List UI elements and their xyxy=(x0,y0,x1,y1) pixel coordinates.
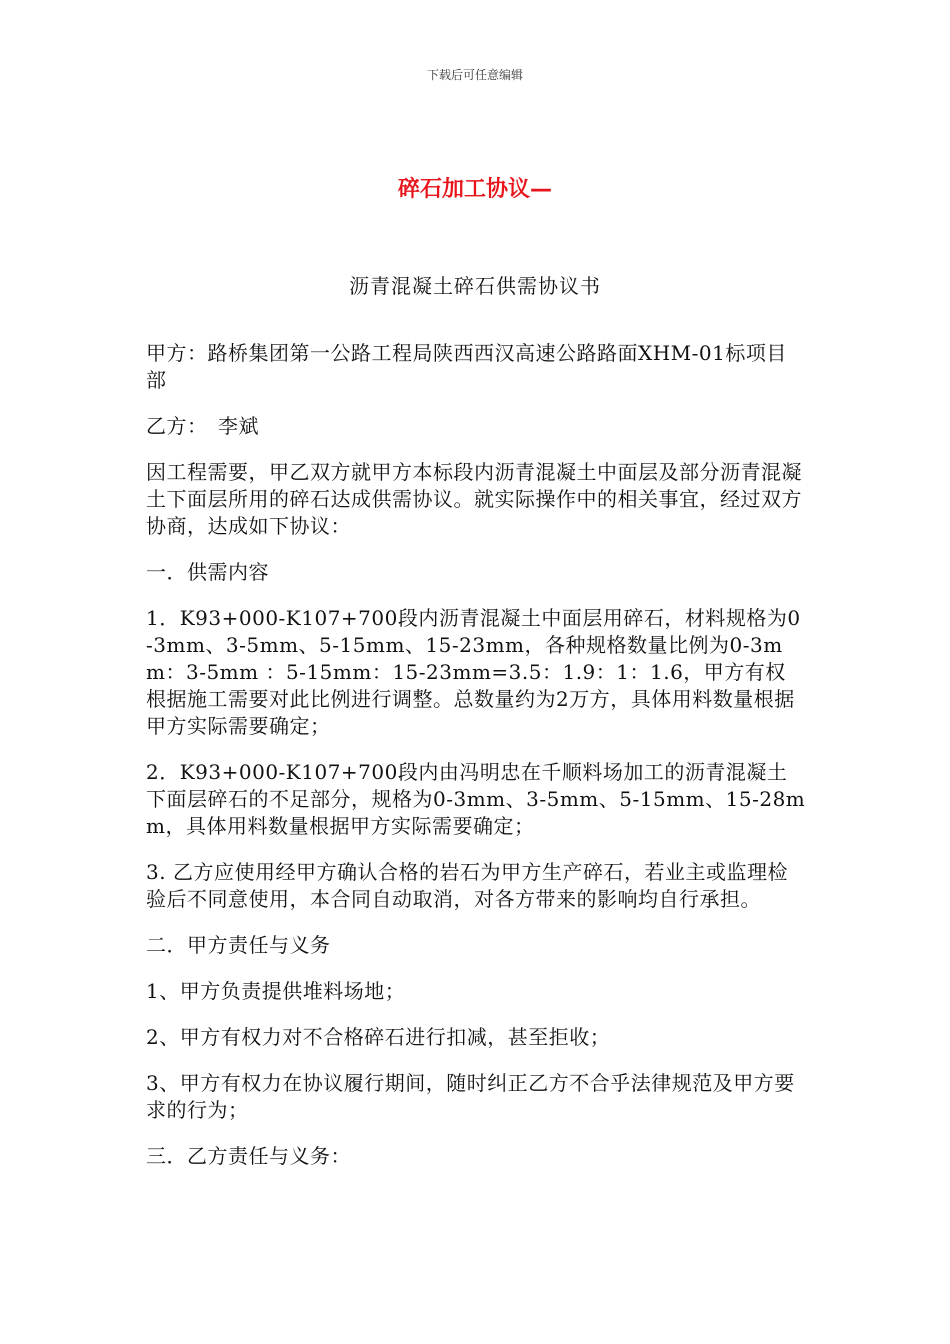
section-heading-3: 三．乙方责任与义务： xyxy=(146,1144,351,1168)
document-body xyxy=(146,340,806,1189)
party-b: 乙方： 李斌 xyxy=(146,414,259,438)
header-note: 下载后可任意编辑 xyxy=(426,68,523,82)
section-heading-2: 二．甲方责任与义务 xyxy=(146,933,331,957)
clause-1-2: 2．K93+000-K107+700段内由冯明忠在千顺料场加工的沥青混凝土下面层碎石的不足部分，规格为0-3mm、3-5mm、5-15mm、15-28mm，具体用料数量根据甲方实际需要确定； xyxy=(146,760,806,838)
document-subtitle: 沥青混凝土碎石供需协议书 xyxy=(349,274,601,298)
preamble: 因工程需要，甲乙双方就甲方本标段内沥青混凝土中面层及部分沥青混凝土下面层所用的碎石达成供需协议。就实际操作中的相关事宜，经过双方协商，达成如下协议： xyxy=(146,460,802,538)
document-title: 碎石加工协议— xyxy=(397,177,552,202)
section-heading-1: 一．供需内容 xyxy=(146,560,269,584)
clause-2-3: 3、甲方有权力在协议履行期间，随时纠正乙方不合乎法律规范及甲方要求的行为； xyxy=(146,1071,795,1122)
clause-2-1: 1、甲方负责提供堆料场地； xyxy=(146,979,406,1003)
party-a: 甲方：路桥集团第一公路工程局陕西西汉高速公路路面XHM-01标项目部 xyxy=(146,341,787,392)
clause-2-2: 2、甲方有权力对不合格碎石进行扣减，甚至拒收； xyxy=(146,1025,611,1049)
clause-1-1: 1．K93+000-K107+700段内沥青混凝土中面层用碎石，材料规格为0-3mm、3-5mm、5-15mm、15-23mm，各种规格数量比例为0-3mm：3-5mm ：5-15mm：15-23mm=3.5：1.9：1：1.6，甲方有权根据施工需要对此比例进行调整。总数量约为2万方，具体用料数量根据甲方实际需要确定； xyxy=(146,606,801,738)
clause-1-3: 3. 乙方应使用经甲方确认合格的岩石为甲方生产碎石，若业主或监理检验后不同意使用，本合同自动取消，对各方带来的影响均自行承担。 xyxy=(146,860,788,911)
